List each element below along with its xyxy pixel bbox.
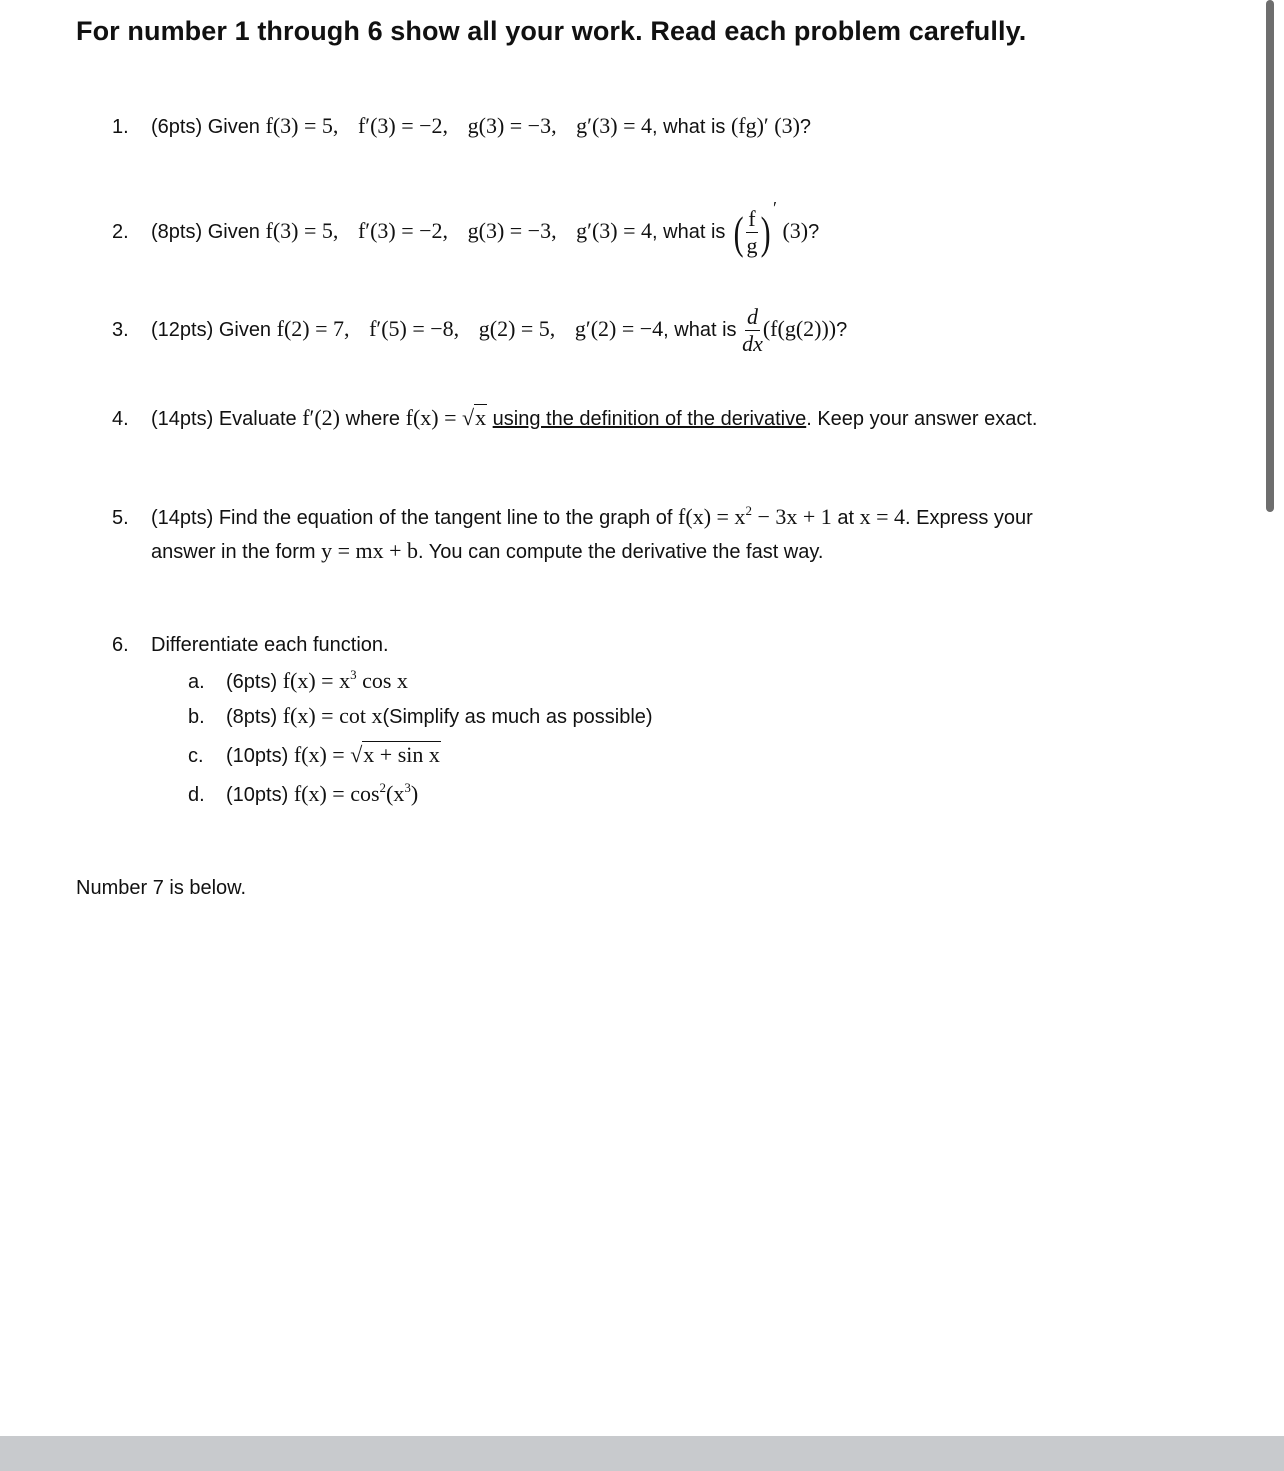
part-points: (10pts)	[226, 745, 289, 767]
given-value: f′(3) = −2,	[357, 218, 449, 243]
part-letter: d.	[188, 784, 205, 806]
quotient-fraction	[746, 208, 757, 257]
part-note: (Simplify as much as possible)	[382, 706, 653, 728]
radicand: x + sin x	[363, 742, 440, 767]
problem-3	[112, 306, 847, 355]
problem-number: 1.	[112, 116, 129, 138]
problem-points: (6pts)	[151, 116, 203, 138]
problem-text: . You can compute the derivative the fast way.	[418, 541, 824, 563]
problem-text: . Keep your answer exact.	[806, 408, 1038, 430]
given-value: g(2) = 5,	[478, 315, 556, 341]
radicand: x	[475, 405, 487, 430]
problem-prefix: Given	[207, 221, 260, 243]
math-expression: f′(2)	[302, 405, 341, 430]
problem-text: answer in the form	[151, 541, 316, 563]
radical-sign: √	[350, 742, 363, 767]
problem-number: 5.	[112, 507, 129, 529]
part-points: (6pts)	[226, 671, 278, 693]
given-value: g′(2) = −4	[574, 315, 664, 341]
function-definition-rest: cos x	[356, 668, 408, 693]
question-mark: ?	[799, 116, 812, 138]
function-definition: f(x) =	[293, 742, 351, 767]
problem-text: Evaluate	[218, 408, 297, 430]
given-value: g′(3) = 4	[576, 113, 653, 138]
prime-mark: ′	[772, 198, 777, 218]
problem-text: Find the equation of the tangent line to the graph of	[218, 507, 673, 529]
question-text: , what is	[652, 116, 726, 138]
problem-text: . Express your	[905, 507, 1033, 529]
exponent: 3	[404, 780, 411, 795]
function-definition-rest: − 3x + 1	[751, 504, 832, 529]
given-value: f(3) = 5,	[265, 218, 339, 243]
problem-number: 6.	[112, 634, 129, 656]
given-value: f′(5) = −8,	[369, 315, 460, 341]
problem-points: (12pts)	[151, 318, 214, 341]
target-expression: (fg)′ (3)	[730, 113, 800, 138]
function-definition: f(x) = cos	[293, 781, 380, 806]
question-text: , what is	[663, 318, 737, 341]
exponent: 3	[350, 667, 357, 682]
function-definition-rest: (x	[386, 781, 405, 806]
problem-prefix: Given	[207, 116, 260, 138]
problem-points: (8pts)	[151, 221, 203, 243]
given-value: g′(3) = 4	[576, 218, 653, 243]
problem-prefix: Given	[218, 318, 272, 341]
given-value: f(2) = 7,	[276, 315, 350, 341]
problem-text: at	[837, 507, 855, 529]
exponent: 2	[745, 503, 752, 518]
function-definition: f(x) =	[405, 405, 463, 430]
problem-number: 4.	[112, 408, 129, 430]
given-value: f(3) = 5,	[265, 113, 339, 138]
part-letter: c.	[188, 745, 204, 767]
target-expression: (f(g(2)))	[762, 315, 837, 341]
left-paren: (	[733, 206, 744, 258]
question-text: , what is	[652, 221, 726, 243]
given-value: g(3) = −3,	[467, 218, 557, 243]
footer-note: Number 7 is below.	[76, 877, 247, 899]
derivative-operator	[742, 306, 763, 355]
bottom-bar	[0, 1436, 1284, 1471]
question-mark: ?	[836, 318, 848, 341]
radical-sign: √	[462, 405, 475, 430]
problem-points: (14pts)	[151, 507, 214, 529]
question-mark: ?	[808, 221, 820, 243]
problem-6	[112, 634, 389, 657]
vertical-scrollbar[interactable]	[1266, 0, 1274, 512]
fraction-numerator: d	[746, 304, 758, 329]
given-value: f′(3) = −2,	[357, 113, 449, 138]
exponent: 2	[379, 780, 387, 795]
problem-points: (14pts)	[151, 408, 214, 430]
problem-5	[112, 503, 1033, 530]
fraction-numerator: f	[748, 206, 756, 232]
part-points: (8pts)	[226, 706, 278, 728]
problem-number: 2.	[112, 221, 129, 243]
problem-6d	[188, 780, 418, 807]
point-value: x = 4	[859, 504, 905, 529]
problem-4	[112, 405, 1037, 431]
line-form: y = mx + b	[321, 538, 419, 563]
problem-6c	[188, 742, 441, 768]
function-definition: f(x) = x	[282, 668, 351, 693]
problem-2	[112, 198, 819, 257]
given-value: g(3) = −3,	[467, 113, 557, 138]
problem-6a	[188, 667, 408, 694]
problem-text: where	[345, 408, 401, 430]
problem-1	[112, 113, 811, 139]
function-definition: f(x) = x	[678, 504, 746, 529]
part-letter: b.	[188, 706, 205, 728]
fraction-denominator: dx	[742, 331, 763, 356]
problem-number: 3.	[112, 318, 129, 341]
part-points: (10pts)	[226, 784, 289, 806]
target-expression: (3)	[782, 218, 809, 243]
function-definition: f(x) = cot x	[282, 703, 383, 728]
right-paren: )	[760, 206, 771, 258]
problem-5-line-2	[151, 538, 823, 564]
problem-text: Differentiate each function.	[151, 634, 389, 656]
instructions-heading: For number 1 through 6 show all your work. Read each problem carefully.	[76, 16, 1027, 46]
underlined-instruction: using the definition of the derivative	[492, 408, 807, 430]
function-definition-end: )	[410, 781, 419, 806]
fraction-denominator: g	[746, 233, 758, 259]
part-letter: a.	[188, 671, 205, 693]
problem-6b	[188, 703, 653, 729]
